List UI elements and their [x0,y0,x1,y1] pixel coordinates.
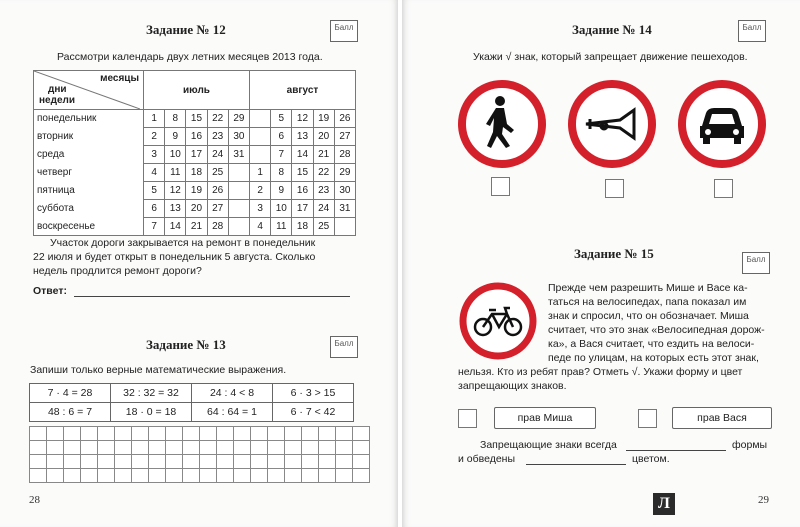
fill-line-1-start: Запрещающие знаки всегда [480,439,617,451]
date-cell: 14 [292,146,313,164]
answer-label: Ответ: [33,285,67,297]
date-cell: 10 [165,146,186,164]
day-label: понедельник [34,110,144,128]
date-cell: 8 [271,164,292,182]
date-cell: 23 [313,182,334,200]
date-cell: 19 [186,182,207,200]
date-cell: 23 [207,128,228,146]
calendar-row [34,164,356,182]
fill-line-2-end: цветом. [632,453,670,465]
date-cell: 24 [313,200,334,218]
date-cell: 9 [165,128,186,146]
date-cell: 2 [250,182,271,200]
date-cell: 31 [334,200,355,218]
date-cell: 20 [186,200,207,218]
day-label: четверг [34,164,144,182]
day-label: вторник [34,128,144,146]
day-label: воскресенье [34,218,144,236]
date-cell: 14 [165,218,186,236]
fill-line-1-end: формы [732,439,768,451]
header-days-2: недели [39,95,76,106]
date-cell: 13 [165,200,186,218]
publisher-logo: Л [653,493,675,515]
date-cell [228,164,249,182]
date-cell: 1 [144,110,165,128]
task13-intro: Запиши только верные математические выражения. [30,364,287,376]
date-cell [250,146,271,164]
task15-line-1: Прежде чем разрешить Мише и Васе ка- [548,282,748,294]
date-cell: 17 [186,146,207,164]
task15-line-6: педе по улицам, на которых есть этот знак, [548,352,759,364]
task14-intro: Укажи √ знак, который запрещает движение пешеходов. [473,51,748,63]
date-cell: 1 [250,164,271,182]
date-cell: 3 [250,200,271,218]
task13-title: Задание № 13 [146,337,226,352]
task14-title: Задание № 14 [572,22,652,37]
no-horn-sign[interactable] [568,80,656,168]
date-cell: 7 [144,218,165,236]
task15-line-8: запрещающих знаков. [458,380,567,392]
task12-question-3: недель продлится ремонт дороги? [33,265,202,277]
answer-line[interactable] [74,296,350,297]
date-cell: 25 [313,218,334,236]
date-cell: 5 [271,110,292,128]
date-cell: 4 [250,218,271,236]
task12-question-2: 22 июля и будет открыт в понедельник 5 августа. Сколько [33,251,316,263]
calendar-row [34,218,356,236]
date-cell: 22 [313,164,334,182]
task12-title: Задание № 12 [146,22,226,37]
date-cell: 22 [207,110,228,128]
expression-cell: 48 : 6 = 7 [30,403,111,422]
date-cell: 20 [313,128,334,146]
header-days-1: дни [48,84,67,95]
task15-line-2: таться на велосипедах, папа показал им [548,296,747,308]
date-cell: 19 [313,110,334,128]
date-cell: 16 [292,182,313,200]
date-cell: 16 [186,128,207,146]
calendar-table [33,70,356,236]
left-page [0,0,398,527]
header-months: месяцы [100,73,139,84]
expression-cell: 18 · 0 = 18 [111,403,192,422]
expressions-table [29,383,354,422]
date-cell: 15 [292,164,313,182]
page-number-left: 28 [29,494,40,506]
option-misha[interactable]: прав Миша [494,407,596,429]
no-motor-vehicles-sign[interactable] [678,80,766,168]
task15-line-3: знак и спросил, что он обозначает. Миша [548,310,749,322]
checkbox-misha[interactable] [458,409,477,428]
checkbox-sign-1[interactable] [491,177,510,196]
day-label: суббота [34,200,144,218]
date-cell: 5 [144,182,165,200]
answer-grid[interactable] [29,426,370,483]
no-bicycles-sign[interactable] [459,282,537,360]
date-cell: 21 [186,218,207,236]
date-cell: 26 [334,110,355,128]
date-cell: 30 [228,128,249,146]
calendar-row [34,146,356,164]
expression-cell: 32 : 32 = 32 [111,384,192,403]
calendar-row [34,128,356,146]
task13-score-box[interactable]: Балл [330,336,358,358]
expression-cell: 64 : 64 = 1 [192,403,273,422]
task14-score-box[interactable]: Балл [738,20,766,42]
date-cell [228,200,249,218]
date-cell: 12 [165,182,186,200]
checkbox-sign-3[interactable] [714,179,733,198]
date-cell: 4 [144,164,165,182]
calendar-corner-header [34,71,144,110]
date-cell: 31 [228,146,249,164]
calendar-row [34,182,356,200]
calendar-row [34,200,356,218]
task12-question-1: Участок дороги закрывается на ремонт в понедельник [50,237,316,249]
page-number-right: 29 [758,494,769,506]
checkbox-vasya[interactable] [638,409,657,428]
month-july: июль [144,71,250,110]
task15-line-4: считает, что это знак «Велосипедная дорож- [548,324,765,336]
month-august: август [250,71,356,110]
expression-cell: 24 : 4 < 8 [192,384,273,403]
date-cell: 18 [186,164,207,182]
expression-cell: 6 · 3 > 15 [273,384,354,403]
date-cell [334,218,355,236]
date-cell: 28 [207,218,228,236]
color-answer-line[interactable] [526,464,626,465]
date-cell [250,110,271,128]
date-cell: 6 [144,200,165,218]
day-label: среда [34,146,144,164]
date-cell: 30 [334,182,355,200]
date-cell: 11 [165,164,186,182]
date-cell: 11 [271,218,292,236]
date-cell: 8 [165,110,186,128]
date-cell: 18 [292,218,313,236]
date-cell: 10 [271,200,292,218]
date-cell: 12 [292,110,313,128]
task15-score-box[interactable]: Балл [742,252,770,274]
right-page [402,0,800,527]
date-cell: 27 [207,200,228,218]
date-cell: 28 [334,146,355,164]
date-cell: 27 [334,128,355,146]
date-cell: 7 [271,146,292,164]
date-cell: 2 [144,128,165,146]
date-cell [250,128,271,146]
date-cell: 17 [292,200,313,218]
date-cell: 29 [334,164,355,182]
date-cell: 21 [313,146,334,164]
day-label: пятница [34,182,144,200]
no-pedestrians-sign[interactable] [458,80,546,168]
checkbox-sign-2[interactable] [605,179,624,198]
date-cell: 24 [207,146,228,164]
date-cell: 29 [228,110,249,128]
date-cell: 15 [186,110,207,128]
task15-title: Задание № 15 [574,246,654,261]
date-cell: 6 [271,128,292,146]
date-cell: 26 [207,182,228,200]
expression-cell: 6 · 7 < 42 [273,403,354,422]
date-cell: 13 [292,128,313,146]
date-cell: 9 [271,182,292,200]
calendar-row [34,110,356,128]
shape-answer-line[interactable] [626,450,726,451]
expression-cell: 7 · 4 = 28 [30,384,111,403]
task12-intro: Рассмотри календарь двух летних месяцев 2013 года. [57,51,323,63]
task15-line-7: нельзя. Кто из ребят прав? Отметь √. Укажи форму и цвет [458,366,743,378]
date-cell [228,218,249,236]
fill-line-2-start: и обведены [458,453,516,465]
option-vasya[interactable]: прав Вася [672,407,772,429]
task15-line-5: ка», а Вася считает, что ездить на велоси- [548,338,755,350]
task12-score-box[interactable]: Балл [330,20,358,42]
date-cell [228,182,249,200]
date-cell: 25 [207,164,228,182]
date-cell: 3 [144,146,165,164]
